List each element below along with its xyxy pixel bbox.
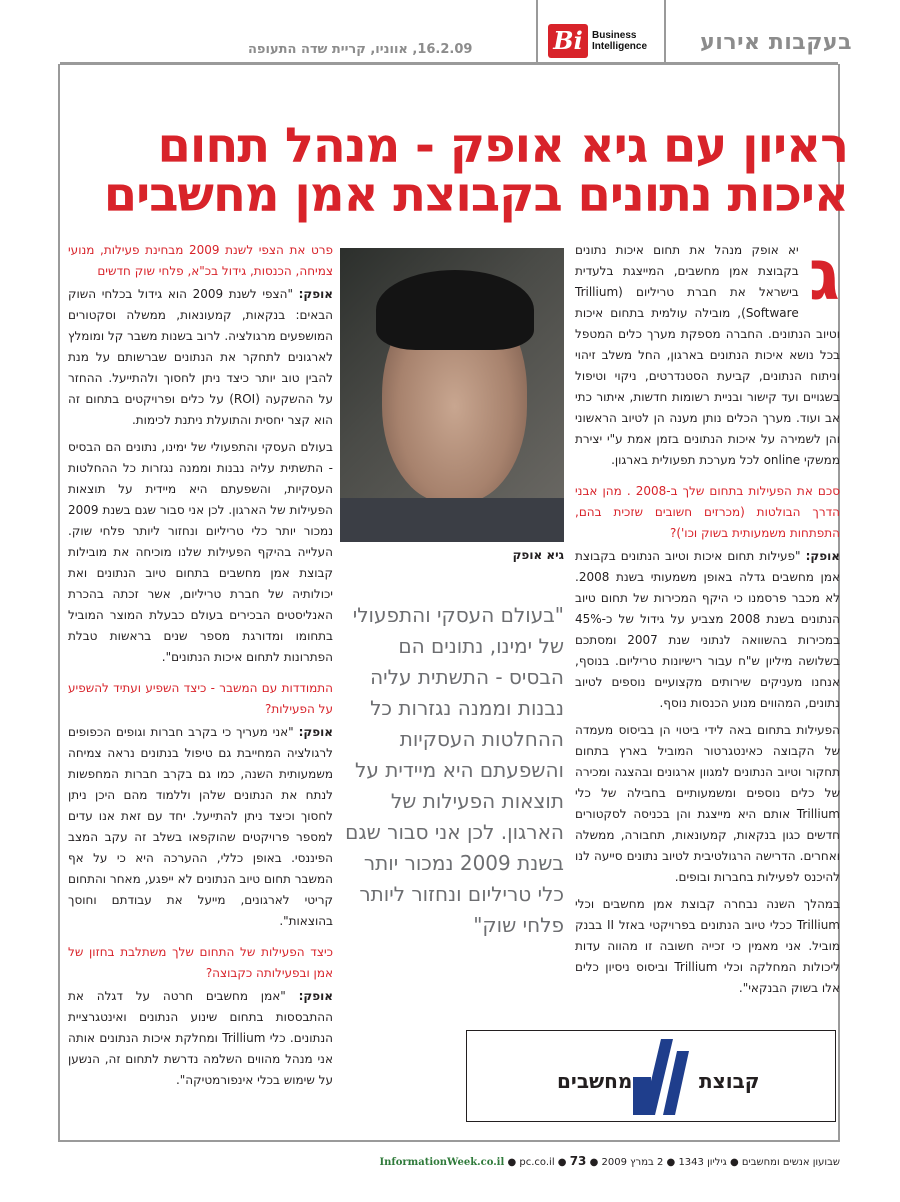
question-3: התמודדות עם המשבר - כיצד השפיע ועתיד להשפיע על הפעילות? bbox=[68, 681, 333, 716]
title-line-1: ראיון עם גיא אופק - מנהל תחום bbox=[157, 118, 848, 174]
answer-4 bbox=[68, 986, 333, 1091]
intro-text: יא אופק מנהל את תחום איכות נתונים בקבוצת אמן מחשבים, המייצגת בלעדית בישראל את חברת טריליום (Trillium Software), מובילה עולמית בתחום איכות וטיוב הנתונים. החברה מספקת מערך כלים המטפל בכל נושא איכות הנתונים בארגון, החל משלב זיהוי וניתוח הנתונים, קביעת הסטנדרטים, ניקוי וטיפול בשגויים ועד קישור ובניית רשומות חדשות, איתור כתי אב ועוד. מערך הכלים נותן מענה הן לטיוב הראשוני והן לשמירה על איכות הנתונים בזמן אמת ע"י יצירת ממשקי online לכל מערכת תפעולית בארגון. bbox=[575, 243, 840, 467]
header-divider bbox=[664, 0, 666, 64]
bi-logo-line1: Business bbox=[592, 30, 637, 41]
answer-speaker: אופק: bbox=[298, 287, 333, 301]
answer-1-text: "פעילות תחום איכות וטיוב הנתונים בקבוצת אמן מחשבים גדלה באופן משמעותי בשנת 2008. לא מכבר פרסמנו כי היקף המכירות של תחום טיוב הנתונים בשנת 2008 מצביע על גידול של כ-45% במכירות בהשוואה לנתוני שנת 2007 ומסתכם בשלושה מיליון ש"ח עבור רישיונות טריליום. בנוסף, אנחנו מעניקים שירותים מקצועיים נוספים לטיוב נתונים, המהווים מנוע הכנסות נוסף. bbox=[575, 549, 841, 710]
answer-2-text: "הצפי לשנת 2009 הוא גידול בכלחי השוק הבאים: בנקאות, קמעונאות, ממשלה וסקטורים המושפעים מרגולציה. לרוב בשנות משבר קל ומומלץ לארגונים לתחקר את הנתונים שברשותם על מנת להבין טוב יותר כיצד ניתן לחסוך ולהתייעל. ההחזר על ההשקעה (ROI) על כלים ופרויקטים בתחום זה הוא קצר יחסית והתועלת ניתנת לכימות. bbox=[68, 287, 333, 427]
bi-logo-mark: Bi bbox=[548, 24, 588, 58]
event-date-location: 16.2.09, אווניו, קריית שדה התעופה bbox=[248, 42, 473, 57]
ad-word-group: קבוצת bbox=[699, 1069, 760, 1093]
answer-3-text: "אני מעריך כי בקרב חברות וגופים הכפופים לרגולציה המחייבת גם טיפול בנתונים נראה צמיחה משמעותית השנה, כמו גם בקרב חברות המחפשות לנתח את הנתונים שלהן וללמוד מהם היכן ניתן לחסוך וכיצד ניתן להתייעל. יחד עם זאת אנו עדים למספר פרויקטים שהוקפאו בשלב זה עקב המצב הפיננסי. באופן כללי, ההערכה היא כי על אף המשבר תחום טיוב הנתונים לא ייפגע, מאחר והתחום קריטי לארגונים, מייעל את עבודתם וחוסך בהוצאות". bbox=[68, 725, 333, 928]
bi-logo bbox=[548, 20, 658, 60]
question-1: סכם את הפעילות בתחום שלך ב-2008 . מהן אבני הדרך הבולטות (מכרזים חשובים שזכית בהם, התפתחות משמעותית בשוק וכו')? bbox=[575, 484, 840, 540]
frame-border-left bbox=[58, 64, 60, 1142]
shirt-shape bbox=[340, 498, 564, 542]
drop-cap: ג bbox=[808, 234, 840, 316]
answer-speaker: אופק: bbox=[298, 725, 333, 739]
question-2: פרט את הצפי לשנת 2009 מבחינת פעילות, מנועי צמיחה, הכנסות, גידול בכ"א, פלחי שוק חדשים bbox=[68, 243, 333, 278]
answer-3 bbox=[68, 722, 333, 932]
photo-caption: גיא אופק bbox=[512, 548, 564, 562]
page-footer bbox=[60, 1154, 840, 1172]
footer-bullet: ● bbox=[666, 1157, 676, 1168]
footer-publication: שבועון אנשים ומחשבים bbox=[741, 1157, 840, 1168]
article-column-right bbox=[575, 234, 841, 1005]
aman-ad-box bbox=[466, 1030, 836, 1122]
answer-1 bbox=[575, 546, 840, 714]
portrait-photo bbox=[340, 248, 564, 542]
frame-border-bottom bbox=[58, 1140, 840, 1142]
page-number: 73 bbox=[569, 1154, 587, 1168]
footer-site: InformationWeek.co.il bbox=[379, 1157, 505, 1168]
ad-word-computers: מחשבים bbox=[557, 1069, 633, 1093]
footer-site-2: pc.co.il bbox=[519, 1157, 555, 1168]
section-tag: בעקבות אירוע bbox=[700, 30, 852, 55]
header-divider bbox=[536, 0, 538, 64]
answer-1-paragraph-2: הפעילות בתחום באה לידי ביטוי הן בביסוס מעמדה של הקבוצה כאינטגרטור המוביל בארץ בתחום תחקור וטיוב הנתונים למגוון ארגונים ובהצגה ומכירה של כלים נוספים ומשמעותיים בחבילה של כלי Trillium אותם היא מייצגת והן בכניסה לסקטורים חדשים כגון בנקאות, קמעונאות, תחבורה, ממשלה ואחרים. הדרישה הרגולטיבית לטיוב נתונים סייעה לנו להיכנס לפעילות בחברות ובופים. bbox=[575, 723, 840, 884]
article-column-left bbox=[68, 240, 333, 1097]
question-4: כיצד הפעילות של התחום שלך משתלבת בחזון של אמן ובפעילותה כקבוצה? bbox=[68, 945, 333, 980]
bi-logo-text bbox=[592, 30, 647, 52]
answer-speaker: אופק: bbox=[298, 989, 333, 1003]
answer-speaker: אופק: bbox=[805, 549, 840, 563]
footer-issue: גיליון 1343 bbox=[678, 1157, 727, 1168]
answer-2-paragraph-2: בעולם העסקי והתפעולי של ימינו, נתונים הם הבסיס - התשתית עליה נבנות וממנה נגזרות כל ההחלטות העסקיות, והשפעתם היא מיידית על תוצאות הפעילות של הארגון. לכן אני סבור שגם בשנת 2009 נמכור יותר כלי טריליום ונחזור ליותר פלחי שוק. העלייה בהיקף הפעילות שלנו מוכיחה את מובילות קבוצת אמן מחשבים בתחום טיוב הנתונים ואת יכולותיה של חברת טריליום, אשר זכתה בהכרת האנליסטים הבכירים בעולם כבעלת המוצר המוביל בתחומו ומדורגת מספר שנים בראשות טבלת הפתרונות לתחום איכות הנתונים". bbox=[68, 440, 333, 664]
article-title bbox=[68, 118, 848, 223]
footer-bullet: ● bbox=[507, 1157, 517, 1168]
bi-logo-line2: Intelligence bbox=[592, 41, 648, 52]
footer-date: 2 במרץ 2009 bbox=[601, 1157, 664, 1168]
footer-bullet: ● bbox=[557, 1157, 567, 1168]
answer-1-paragraph-3: במהלך השנה נבחרה קבוצת אמן מחשבים וכלי Trillium ככלי טיוב הנתונים בפרויקטי באזל II בבנק מוביל. אני מאמין כי זכייה חשובה זו מהווה עדות ליכולות המחלקה וכלי Trillium וביסוס ניסיון כלים אלו בשוק הבנקאי". bbox=[575, 897, 840, 995]
aman-logo-icon bbox=[629, 1037, 693, 1117]
header-rule bbox=[60, 62, 838, 65]
pull-quote: "בעולם העסקי והתפעולי של ימינו, נתונים הם הבסיס - התשתית עליה נבנות וממנה נגזרות כל ההחלטות העסקיות והשפעתם היא מיידית על תוצאות הפעילות של הארגון. לכן אני סבור שגם בשנת 2009 נמכור יותר כלי טריליום ונחזור ליותר פלחי שוק" bbox=[345, 603, 564, 937]
footer-bullet: ● bbox=[729, 1157, 739, 1168]
intro-paragraph bbox=[575, 234, 840, 471]
answer-2 bbox=[68, 284, 333, 431]
title-line-2: איכות נתונים בקבוצת אמן מחשבים bbox=[103, 167, 848, 223]
hair-shape bbox=[376, 270, 534, 350]
footer-bullet: ● bbox=[589, 1157, 599, 1168]
answer-4-text: "אמן מחשבים חרטה על דגלה את ההתבססות בתחום שינוע הנתונים ואינטגרציית הנתונים. כלי Trillium ומחלקת איכות הנתונים אותה אני מנהל מהווים השלמה נדרשת לתחום זה, הנשען על שימוש בכלי אינפורמטיקה". bbox=[68, 989, 333, 1087]
